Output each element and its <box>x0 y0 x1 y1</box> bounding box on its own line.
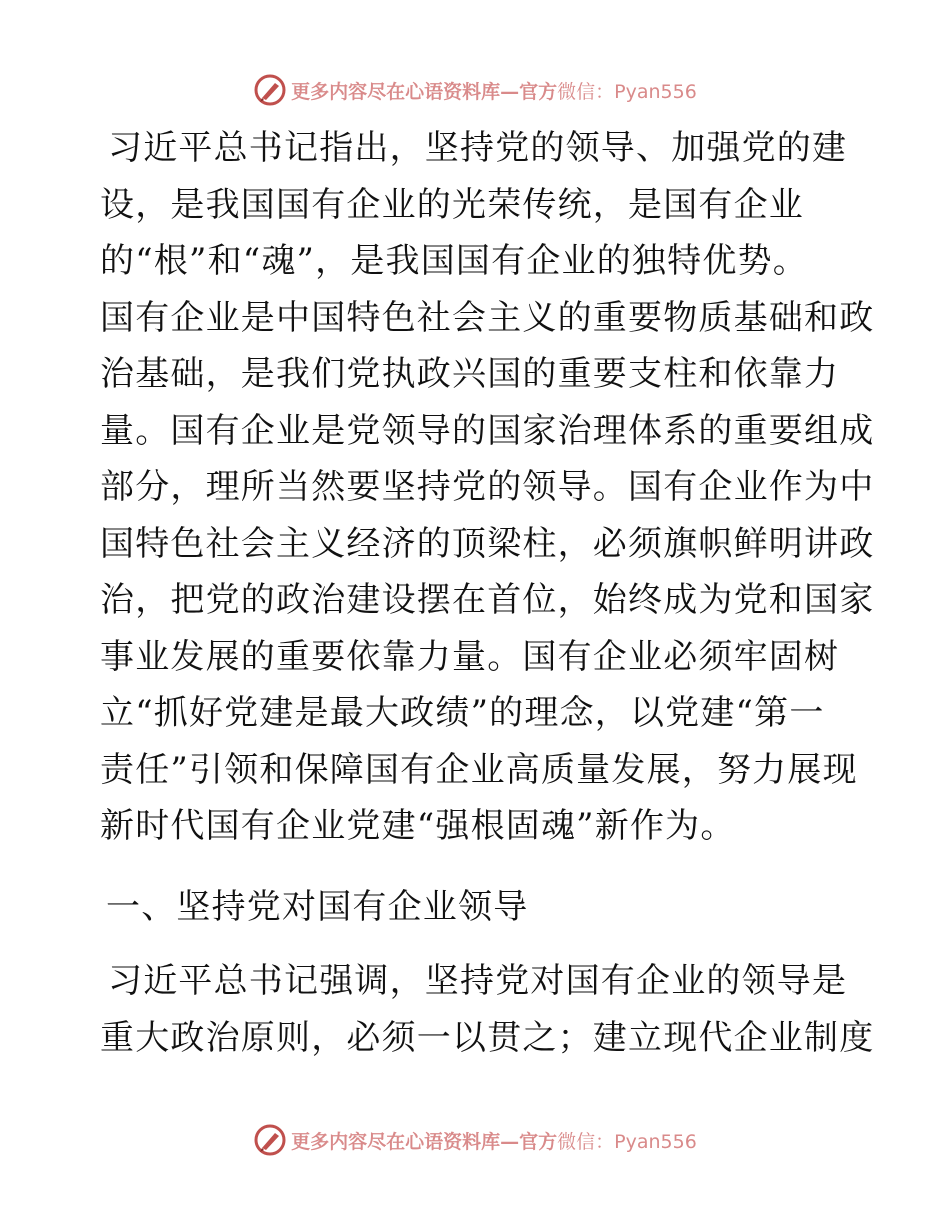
text-line: 重大政治原则，必须一以贯之；建立现代企业制度 <box>100 1017 875 1058</box>
banner-text-primary: 更多内容尽在心语资料库—官方 <box>291 1130 558 1153</box>
text-line: 事业发展的重要依靠力量。国有企业必须牢固树 <box>100 636 840 677</box>
text-line: 的“根”和“魂”，是我国国有企业的独特优势。 <box>100 241 808 281</box>
header-watermark-banner <box>0 70 950 110</box>
document-body <box>100 120 875 1066</box>
text-line: 责任”引领和保障国有企业高质量发展，努力展现 <box>100 749 858 790</box>
paragraph-2 <box>100 953 875 1066</box>
text-line: 新时代国有企业党建“强根固魂”新作为。 <box>100 806 736 846</box>
text-line: 部分，理所当然要坚持党的领导。国有企业作为中 <box>100 467 875 507</box>
text-line: 国特色社会主义经济的顶梁柱，必须旗帜鲜明讲政 <box>100 523 875 564</box>
text-line: 设，是我国国有企业的光荣传统，是国有企业 <box>100 184 804 225</box>
paragraph-1 <box>100 120 875 855</box>
text-line: 习近平总书记指出，坚持党的领导、加强党的建 <box>108 128 848 168</box>
banner-text-secondary: 微信：Pyan556 <box>557 1130 697 1153</box>
text-line: 量。国有企业是党领导的国家治理体系的重要组成 <box>100 410 875 451</box>
pen-in-circle-icon <box>253 73 287 107</box>
text-line: 习近平总书记强调，坚持党对国有企业的领导是 <box>108 961 848 1001</box>
footer-watermark-banner <box>0 1120 950 1160</box>
section-heading-1: 一、坚持党对国有企业领导 <box>106 886 529 927</box>
pen-in-circle-icon <box>253 1123 287 1157</box>
text-line: 治，把党的政治建设摆在首位，始终成为党和国家 <box>100 580 875 620</box>
text-line: 国有企业是中国特色社会主义的重要物质基础和政 <box>100 297 875 338</box>
text-line: 立“抓好党建是最大政绩”的理念，以党建“第一 <box>100 693 825 733</box>
text-line: 治基础，是我们党执政兴国的重要支柱和依靠力 <box>100 354 840 394</box>
banner-text-primary: 更多内容尽在心语资料库—官方 <box>291 80 558 103</box>
banner-text-secondary: 微信：Pyan556 <box>557 80 697 103</box>
